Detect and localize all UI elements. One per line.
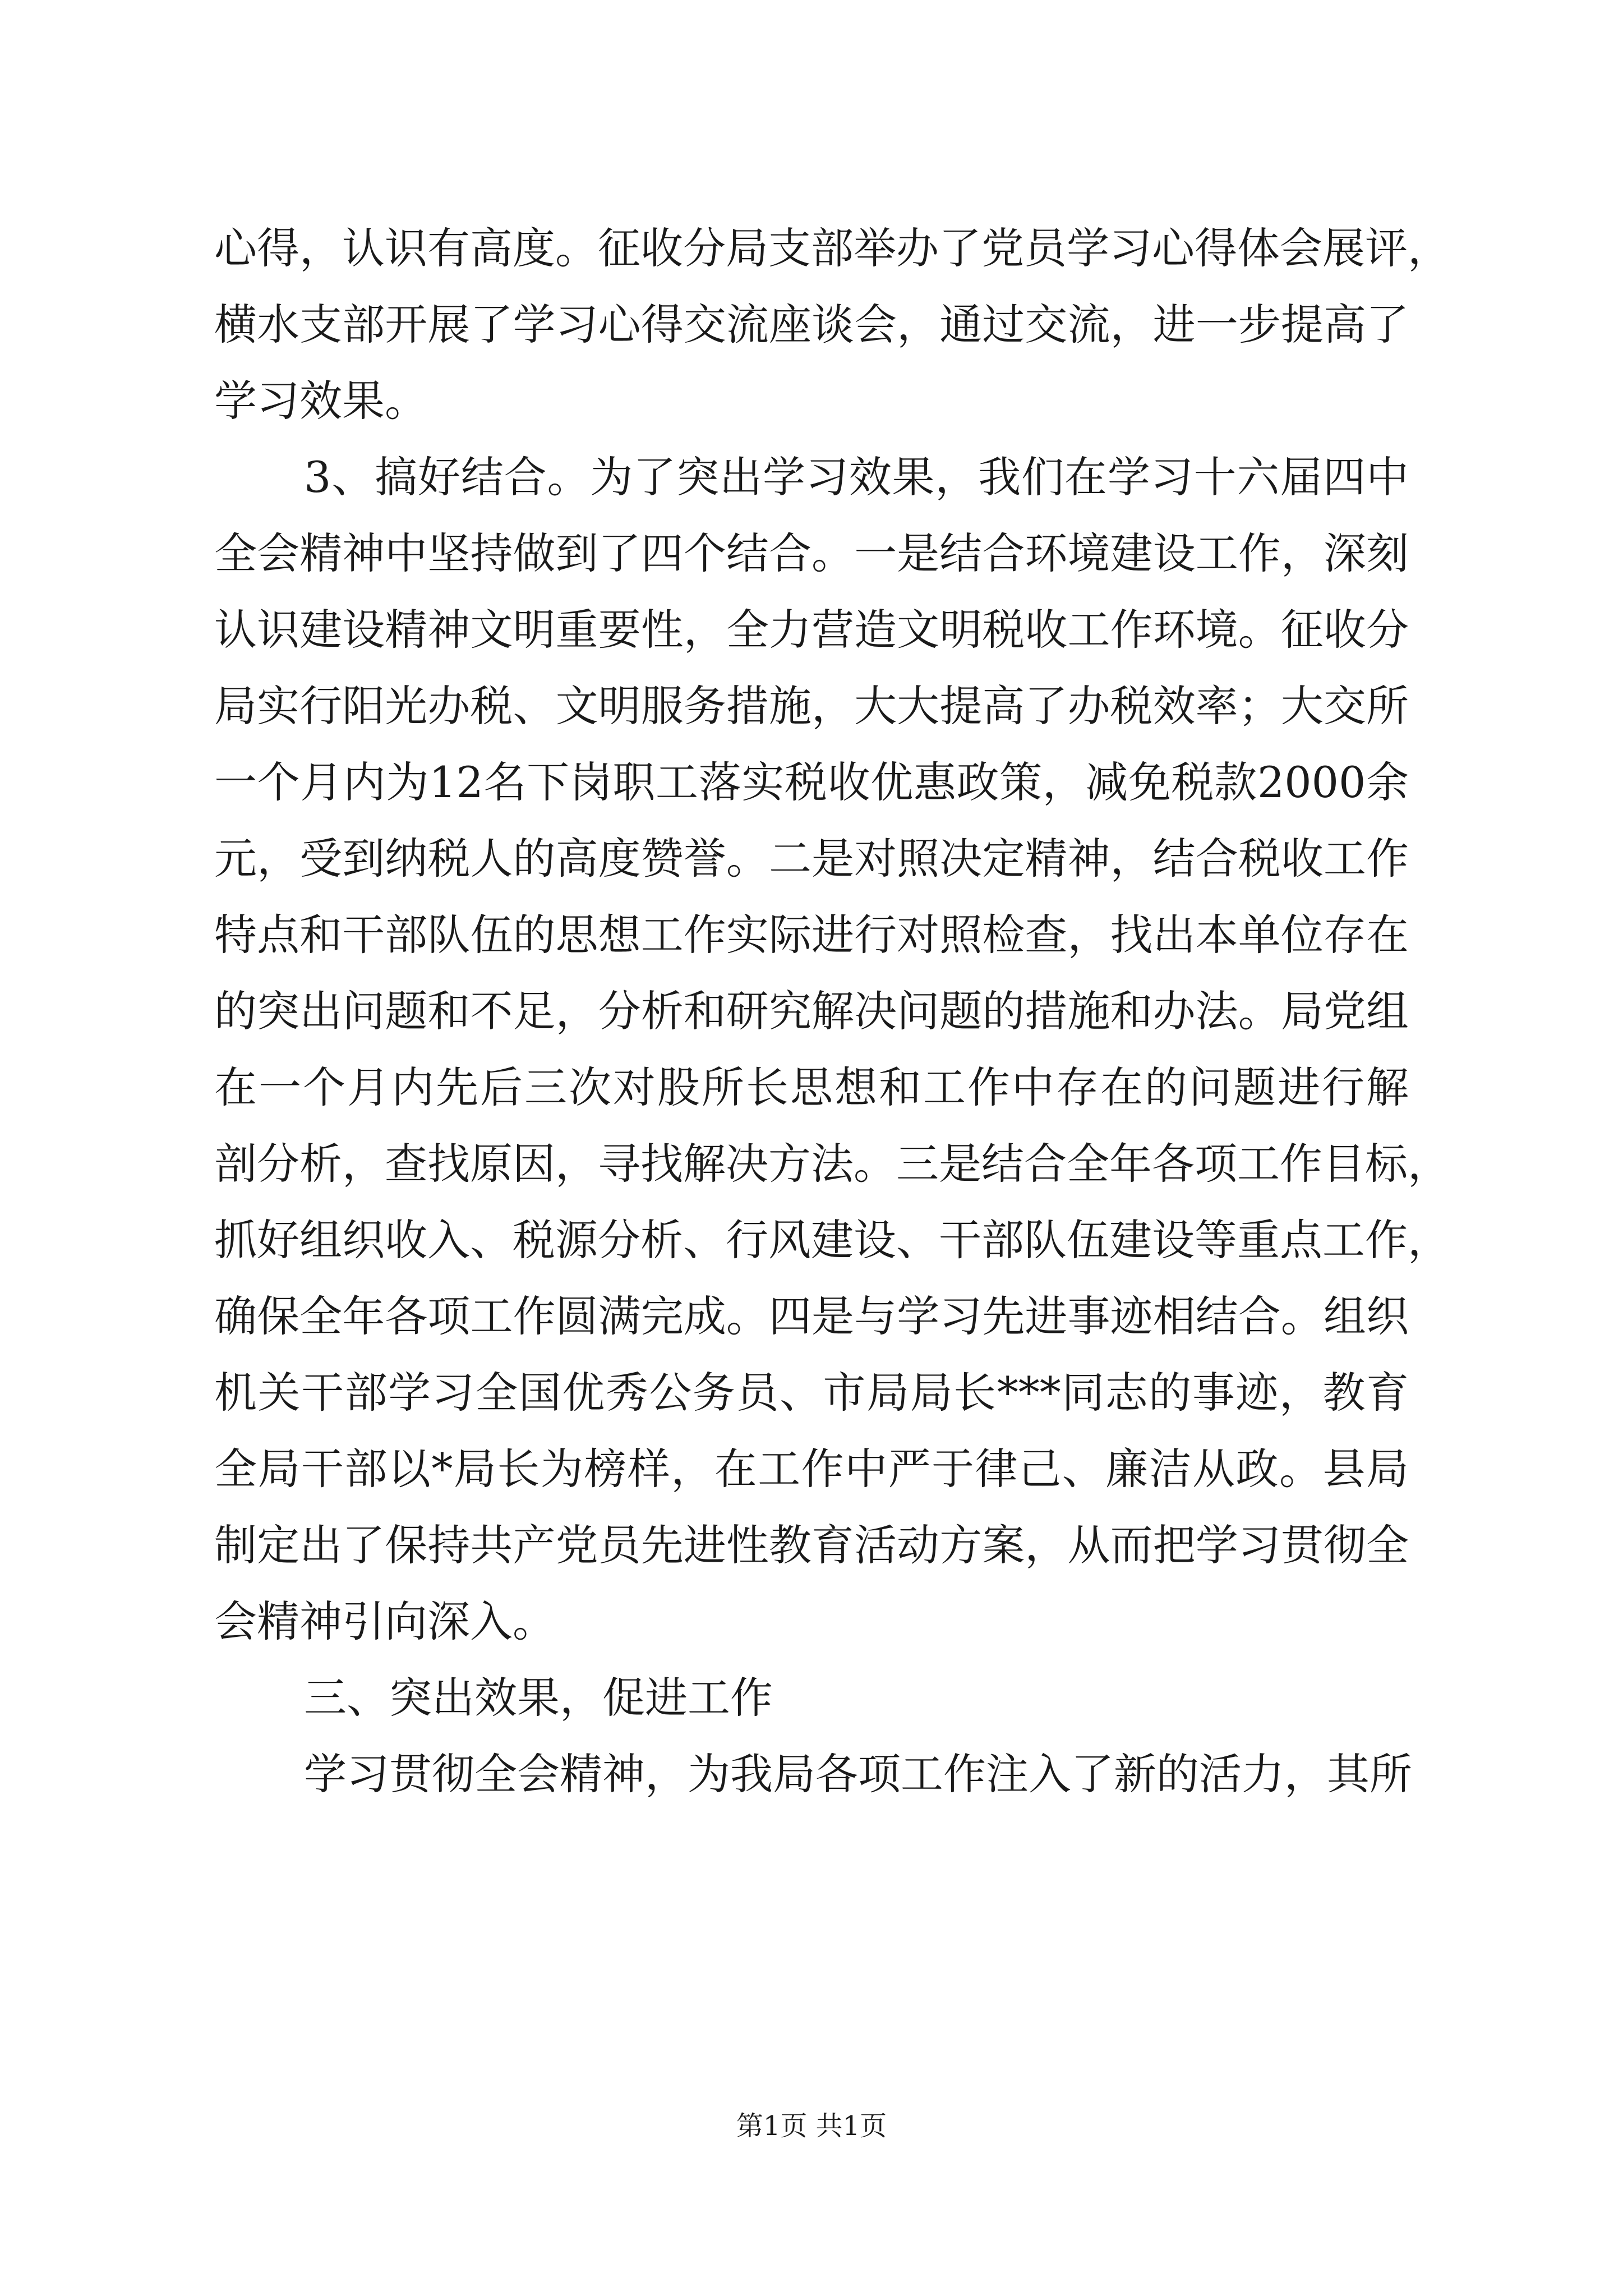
text-line: 全局干部以*局长为榜样，在工作中严于律己、廉洁从政。县局 [214, 1444, 1409, 1494]
text-line: 认识建设精神文明重要性，全力营造文明税收工作环境。征收分 [214, 605, 1409, 655]
text-line: 机关干部学习全国优秀公务员、市局局长***同志的事迹，教育 [214, 1368, 1409, 1418]
page-footer: 第1页 共1页 [736, 2110, 887, 2142]
document-body [214, 210, 1450, 1812]
text-line: 会精神引向深入。 [214, 1596, 555, 1646]
text-line: 抓好组织收入、税源分析、行风建设、干部队伍建设等重点工作， [214, 1215, 1450, 1265]
text-line: 制定出了保持共产党员先进性教育活动方案，从而把学习贯彻全 [214, 1520, 1409, 1570]
text-line: 学习贯彻全会精神，为我局各项工作注入了新的活力，其所 [304, 1749, 1412, 1799]
text-line: 确保全年各项工作圆满完成。四是与学习先进事迹相结合。组织 [214, 1291, 1409, 1341]
text-line: 心得，认识有高度。征收分局支部举办了党员学习心得体会展评， [214, 223, 1450, 273]
text-line: 的突出问题和不足，分析和研究解决问题的措施和办法。局党组 [214, 986, 1409, 1036]
text-line: 剖分析，查找原因，寻找解决方法。三是结合全年各项工作目标， [214, 1139, 1450, 1189]
text-line: 全会精神中坚持做到了四个结合。一是结合环境建设工作，深刻 [214, 528, 1409, 578]
text-line: 三、突出效果，促进工作 [304, 1673, 773, 1723]
text-line: 在一个月内先后三次对股所长思想和工作中存在的问题进行解 [214, 1062, 1409, 1112]
text-line: 一个月内为12名下岗职工落实税收优惠政策，减免税款2000余 [214, 757, 1409, 807]
text-line: 元，受到纳税人的高度赞誉。二是对照决定精神，结合税收工作 [214, 834, 1409, 884]
text-line: 横水支部开展了学习心得交流座谈会，通过交流，进一步提高了 [214, 300, 1409, 349]
text-line: 局实行阳光办税、文明服务措施，大大提高了办税效率；大交所 [214, 681, 1409, 731]
text-line: 特点和干部队伍的思想工作实际进行对照检查，找出本单位存在 [214, 910, 1409, 960]
text-line: 学习效果。 [214, 376, 427, 426]
text-line: 3、搞好结合。为了突出学习效果，我们在学习十六届四中 [304, 452, 1409, 502]
